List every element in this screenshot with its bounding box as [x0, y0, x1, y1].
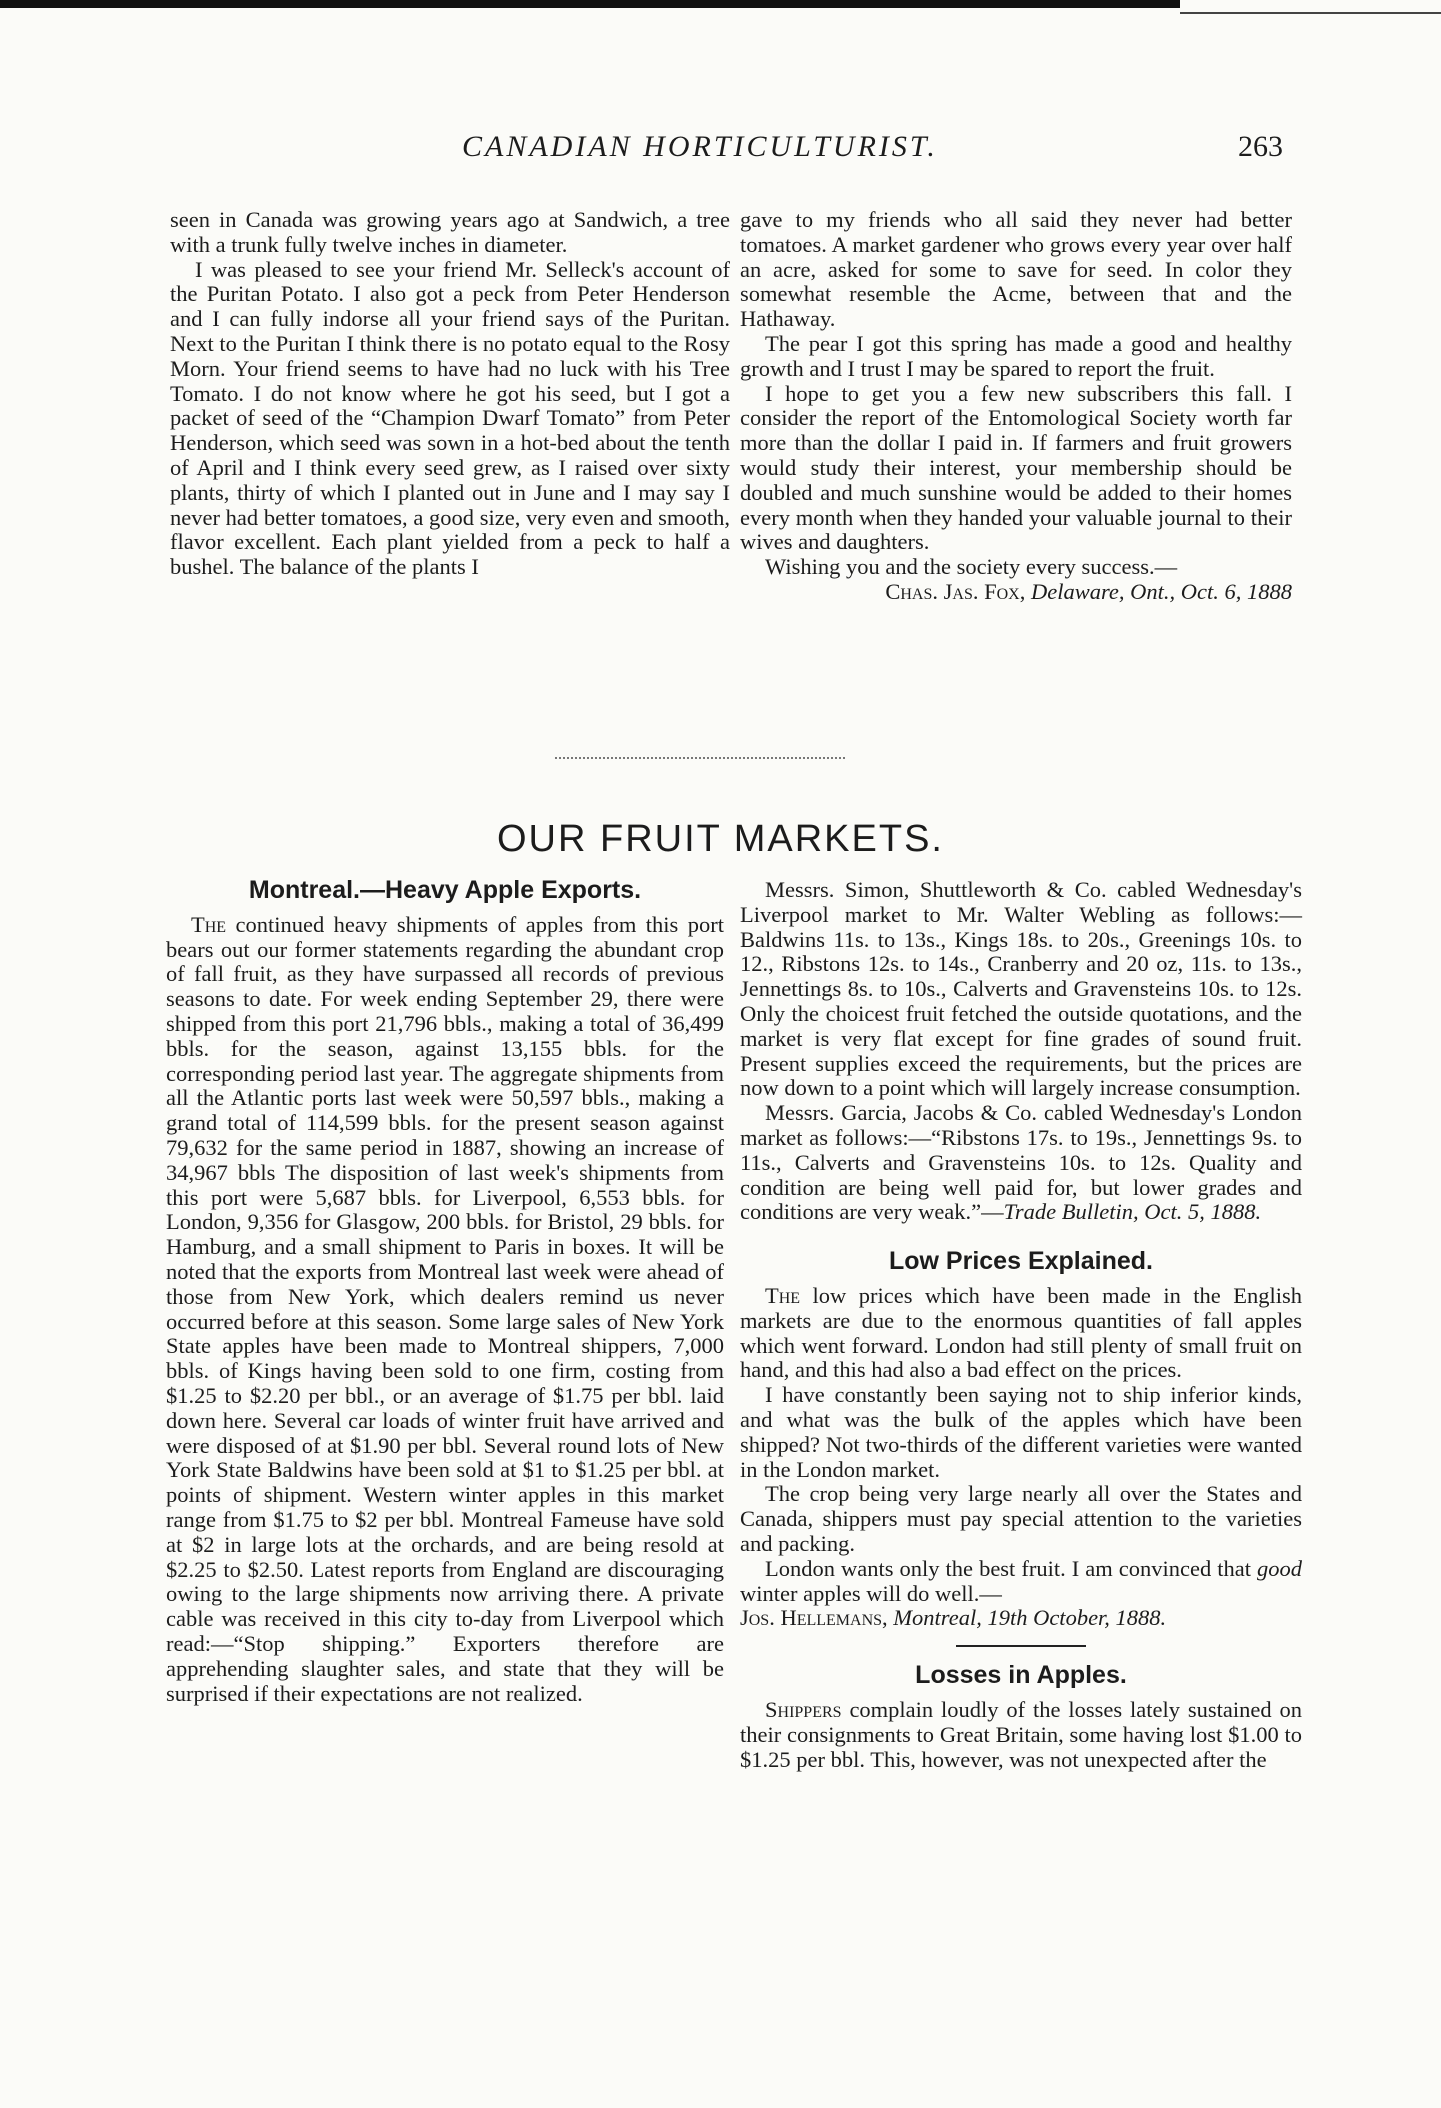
top-edge-rule-thin — [1180, 12, 1441, 14]
low-prices-body: low prices which have been made in the English markets are due to the enormous quantities of fall apples which went forward. London had still plenty of small fruit on hand, and this had also a bad effect on the prices. — [740, 1282, 1303, 1383]
signature-name: Jos. Hellemans, — [740, 1605, 888, 1631]
section-title: OUR FRUIT MARKETS. — [497, 818, 944, 860]
letter-column-left — [170, 208, 730, 580]
top-edge-rule — [0, 0, 1180, 8]
montreal-body: continued heavy shipments of apples from this port bears out our former statements regarding the abundant crop of fall fruit, as they have surpassed all records of previous seasons to date. For week ending September 29, there were shipped from this port 21,796 bbls., making a total of 36,499 bbls. for the season, against 13,155 bbls. for the corresponding period last year. The aggregate shipments from all the Atlantic ports last week were 50,597 bbls., making a grand total of 114,599 bbls. for the present season against 79,632 for the same period in 1887, showing an increase of 34,967 bbls The disposition of last week's shipments from this port were 5,687 bbls. for Liverpool, 6,553 bbls. for London, 9,356 for Glasgow, 200 bbls. for Bristol, 29 bbls. for Hamburg, and a small shipment to Paris in boxes. It will be noted that the exports from Montreal last week were ahead of those from New York, which dealers remind us never occurred before at this season. Some large sales of New York State apples have been made to Montreal shippers, 7,000 bbls. of Kings having been sold to one firm, costing from $1.25 to $2.20 per bbl., or an average of $1.75 per bbl. laid down here. Several car loads of winter fruit have arrived and were disposed of at $1.90 per bbl. Several round lots of New York State Baldwins have been sold at $1 to $1.25 per bbl. at points of shipment. Western winter apples in this market range from $1.75 to $2 per bbl. Montreal Fameuse have sold at $2 in large lots at the orchards, and are being resold at $2.25 to $2.50. Latest reports from England are discouraging owing to the large shipments now arriving there. A private cable was received in this city to-day from Liverpool which read:—“Stop shipping.” Exporters therefore are apprehending slaughter sales, and state that they will be surprised if their expectations are not realized. — [166, 911, 724, 1706]
montreal-paragraph — [166, 913, 724, 1707]
losses-heading: Losses in Apples. — [915, 1661, 1127, 1690]
letter-signature — [740, 580, 1292, 605]
cable-body: Messrs. Garcia, Jacobs & Co. cabled Wednesday's London market as follows:—“Ribstons 17s. to 19s., Jennettings 9s. to 11s., Calverts and Gravensteins 10s. to 12s. Quality and condition are being well paid for, but lower grades and conditions are very weak.”— — [740, 1100, 1302, 1225]
article-divider — [956, 1645, 1086, 1647]
letter-paragraph: seen in Canada was growing years ago at Sandwich, a tree with a trunk fully twelve inches in diameter. — [170, 207, 730, 257]
losses-body: complain loudly of the losses lately sustained on their consignments to Great Britain, some having lost $1.00 to $1.25 per bbl. This, however, was not unexpected after the — [740, 1696, 1303, 1772]
section-divider — [555, 757, 845, 759]
signature-name: Chas. Jas. Fox, — [885, 578, 1026, 604]
letter-paragraph: I hope to get you a few new subscribers this fall. I consider the report of the Entomological Society worth far more than the dollar I paid in. If farmers and fruit growers would study their interest, your membership should be doubled and much sunshine would be added to their homes every month when they handed your valuable journal to their wives and daughters. — [740, 380, 1292, 555]
montreal-column — [166, 878, 724, 1706]
low-prices-paragraph — [740, 1284, 1302, 1383]
low-prices-paragraph — [740, 1557, 1302, 1607]
page-header — [0, 130, 1441, 170]
low-prices-last-post: winter apples will do well.— — [740, 1580, 1002, 1606]
letter-paragraph: I was pleased to see your friend Mr. Selleck's account of the Puritan Potato. I also got a peck from Peter Henderson and I can fully indorse all your friend says of the Puritan. Next to the Puritan I think there is no potato equal to the Rosy Morn. Your friend seems to have had no luck with his Tree Tomato. I do not know where he got his seed, but I got a packet of seed of the “Champion Dwarf Tomato” from Peter Henderson, which seed was sown in a hot-bed about the tenth of April and I think every seed grew, as I raised over sixty plants, thirty of which I planted out in June and I may say I never had better tomatoes, a good size, very even and smooth, flavor excellent. Each plant yielded from a peck to half a bushel. The balance of the plants I — [170, 256, 730, 580]
lead-word: Shippers — [765, 1696, 842, 1722]
spacer — [740, 1225, 1302, 1249]
low-prices-paragraph: The crop being very large nearly all over the States and Canada, shippers must pay special attention to the varieties and packing. — [740, 1481, 1302, 1556]
low-prices-last-pre: London wants only the best fruit. I am convinced that — [765, 1555, 1251, 1581]
running-title: CANADIAN HORTICULTURIST. — [462, 130, 938, 163]
signature-place: Delaware, Ont., Oct. 6, 1888 — [1030, 578, 1292, 604]
lead-word: The — [191, 911, 227, 937]
cable-paragraph — [740, 1101, 1302, 1225]
signature-place: Montreal, 19th October, 1888. — [893, 1605, 1167, 1631]
letter-paragraph: Wishing you and the society every success.— — [765, 554, 1178, 580]
letter-paragraph: The pear I got this spring has made a good and healthy growth and I trust I may be spared to report the fruit. — [740, 330, 1292, 381]
cable-source: Trade Bulletin, Oct. 5, 1888. — [1003, 1199, 1262, 1225]
montreal-heading: Montreal.—Heavy Apple Exports. — [248, 876, 642, 904]
cable-paragraph: Messrs. Simon, Shuttleworth & Co. cabled Wednesday's Liverpool market to Mr. Walter Webling as follows:—Baldwins 11s. to 13s., Kings 18s. to 20s., Greenings 10s. to 12., Ribstons 12s. to 14s., Cranberry and 20 oz, 11s. to 13s., Jennettings 8s. to 10s., Calverts and Gravensteins 10s. to 12s. Only the choicest fruit fetched the outside quotations, and the market is very flat except for fine grades of sound fruit. Present supplies exceed the requirements, but the prices are now down to a point which will largely increase consumption. — [740, 877, 1302, 1101]
low-prices-paragraph: I have constantly been saying not to ship inferior kinds, and what was the bulk of the apples which have been shipped? Not two-thirds of the different varieties were wanted in the London market. — [740, 1382, 1302, 1482]
lead-word: The — [765, 1282, 801, 1308]
page-number: 263 — [1238, 130, 1283, 163]
emphasis-good: good — [1257, 1555, 1303, 1581]
markets-column-right — [740, 878, 1302, 1772]
letter-paragraph: gave to my friends who all said they never had better tomatoes. A market gardener who grows every year over half an acre, asked for some to save for seed. In color they somewhat resemble the Acme, between that and the Hathaway. — [740, 207, 1292, 332]
low-prices-signature — [740, 1606, 1302, 1631]
letter-column-right — [740, 208, 1292, 605]
losses-paragraph — [740, 1698, 1302, 1772]
low-prices-heading: Low Prices Explained. — [889, 1247, 1153, 1276]
